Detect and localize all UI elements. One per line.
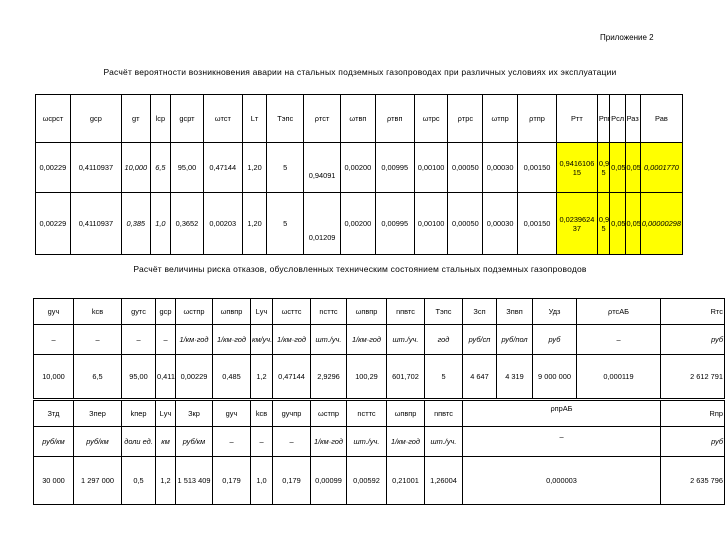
- unit-cell: –: [122, 325, 156, 355]
- table-cell: 0,05: [610, 193, 625, 255]
- table-cell: 0,00229: [36, 193, 71, 255]
- unit-cell: –: [273, 427, 311, 457]
- table-cell: 0,00000298: [640, 193, 682, 255]
- col-header: Зсп: [463, 299, 497, 325]
- unit-cell: км/уч.: [251, 325, 273, 355]
- repair-risk-table: [33, 400, 725, 505]
- table-cell: 0,00229: [36, 143, 71, 193]
- table-cell: 0,3652: [171, 193, 204, 255]
- unit-cell: руб/пол: [497, 325, 533, 355]
- table-cell: 0,00200: [340, 193, 375, 255]
- unit-cell: –: [34, 325, 74, 355]
- table-cell: 0,21001: [387, 457, 425, 505]
- col-header: nсттс: [311, 299, 347, 325]
- table-cell: 5: [267, 193, 304, 255]
- table-cell: 0,485: [213, 355, 251, 399]
- unit-cell: –: [251, 427, 273, 457]
- table-cell: 30 000: [34, 457, 74, 505]
- table-cell: 0,0001770: [640, 143, 682, 193]
- table-cell: 0,47144: [273, 355, 311, 399]
- col-header: ρтвп: [375, 95, 414, 143]
- table-cell: 0,385: [121, 193, 150, 255]
- unit-cell: 1/км·год: [273, 325, 311, 355]
- table-cell: 0,00200: [340, 143, 375, 193]
- table-cell: 0,9 5: [597, 143, 609, 193]
- table-cell: 0,00150: [518, 193, 557, 255]
- unit-cell-text: –: [559, 432, 564, 441]
- table-cell: 1,26004: [425, 457, 463, 505]
- unit-cell: руб/км: [74, 427, 122, 457]
- col-header: gт: [121, 95, 150, 143]
- table-cell: 0,000003: [463, 457, 661, 505]
- table-cell: [304, 143, 341, 193]
- unit-cell: км: [156, 427, 176, 457]
- col-header: Lуч: [156, 401, 176, 427]
- table-cell: 0,00050: [448, 143, 483, 193]
- table-cell-text: 0,01209: [308, 233, 336, 242]
- unit-cell: руб/км: [176, 427, 213, 457]
- col-header: gуч: [213, 401, 251, 427]
- table-cell: 4 319: [497, 355, 533, 399]
- table2-title: Расчёт величины риска отказов, обусловленных техническим состоянием стальных подземных газопроводов: [133, 264, 587, 274]
- table-cell: 0,179: [273, 457, 311, 505]
- col-header: Зтд: [34, 401, 74, 427]
- table-cell: 1 513 409: [176, 457, 213, 505]
- unit-cell: –: [213, 427, 251, 457]
- table-cell: 0,00150: [518, 143, 557, 193]
- col-header-text: ρпрАБ: [550, 404, 573, 413]
- col-header: kпер: [122, 401, 156, 427]
- table-cell: 1,0: [150, 193, 170, 255]
- unit-cell: шт./уч.: [311, 325, 347, 355]
- col-header: Рав: [640, 95, 682, 143]
- col-header: kсв: [251, 401, 273, 427]
- table2-units-row: [34, 325, 725, 355]
- table-cell: 10,000: [34, 355, 74, 399]
- table3-header-row: [34, 401, 725, 427]
- table-row: [36, 193, 683, 255]
- unit-cell: руб/сп: [463, 325, 497, 355]
- col-header: Раз: [625, 95, 640, 143]
- table-cell: 0,00229: [176, 355, 213, 399]
- unit-cell: 1/км·год: [311, 427, 347, 457]
- col-header: Рпг: [597, 95, 609, 143]
- col-header: ρтрс: [448, 95, 483, 143]
- table-cell: 0,00030: [483, 143, 518, 193]
- col-header: ωтрс: [414, 95, 448, 143]
- col-header: ρтпр: [518, 95, 557, 143]
- table-cell: 0,411: [156, 355, 176, 399]
- col-header: nпвтс: [425, 401, 463, 427]
- unit-cell: –: [156, 325, 176, 355]
- col-header: lср: [150, 95, 170, 143]
- col-header: Lуч: [251, 299, 273, 325]
- table-cell: 0,00099: [311, 457, 347, 505]
- col-header: gуч: [34, 299, 74, 325]
- table-cell: 1 297 000: [74, 457, 122, 505]
- table-cell: 5: [267, 143, 304, 193]
- col-header: gучпр: [273, 401, 311, 427]
- table-cell: 100,29: [347, 355, 387, 399]
- unit-cell: шт./уч.: [425, 427, 463, 457]
- table-cell: 5: [425, 355, 463, 399]
- unit-cell: руб/км: [34, 427, 74, 457]
- unit-cell: руб: [661, 325, 725, 355]
- col-header: ωстпр: [311, 401, 347, 427]
- unit-cell: –: [74, 325, 122, 355]
- table-cell: 0,05: [625, 193, 640, 255]
- table-cell: 0,4110937: [70, 143, 121, 193]
- table1-header-row: [36, 95, 683, 143]
- table-cell: 1,2: [156, 457, 176, 505]
- col-header: nпвтс: [387, 299, 425, 325]
- table-cell: 6,5: [74, 355, 122, 399]
- col-header: ωсрст: [36, 95, 71, 143]
- table-cell: 0,00995: [375, 143, 414, 193]
- table-row: [34, 457, 725, 505]
- unit-cell: шт./уч.: [347, 427, 387, 457]
- table-cell: 0,179: [213, 457, 251, 505]
- table-cell: 0,47144: [203, 143, 242, 193]
- table-row: [34, 355, 725, 399]
- col-header: gср: [156, 299, 176, 325]
- table-cell: 9 000 000: [533, 355, 577, 399]
- table-cell: 6,5: [150, 143, 170, 193]
- col-header: ρтст: [304, 95, 341, 143]
- unit-cell: доли ед.: [122, 427, 156, 457]
- unit-cell: 1/км·год: [347, 325, 387, 355]
- table-cell: 0,000119: [577, 355, 661, 399]
- col-header: Тэпс: [425, 299, 463, 325]
- table-cell-text: 0,94091: [308, 171, 336, 180]
- table-cell: 0,4110937: [70, 193, 121, 255]
- unit-cell: год: [425, 325, 463, 355]
- appendix-label: Приложение 2: [600, 33, 654, 42]
- table-cell: 2 612 791: [661, 355, 725, 399]
- col-header: ρтсАБ: [577, 299, 661, 325]
- table-cell: 0,9 5: [597, 193, 609, 255]
- unit-cell: [463, 427, 661, 457]
- technical-risk-table: [33, 298, 725, 399]
- table-cell: 1,20: [242, 193, 267, 255]
- unit-cell: руб: [661, 427, 725, 457]
- table-cell: 2,9296: [311, 355, 347, 399]
- col-header: nсттс: [347, 401, 387, 427]
- col-header: Удз: [533, 299, 577, 325]
- unit-cell: шт./уч.: [387, 325, 425, 355]
- col-header: ωпвпр: [213, 299, 251, 325]
- table-cell: 0,00592: [347, 457, 387, 505]
- col-header: Тэпс: [267, 95, 304, 143]
- col-header: ωстпр: [176, 299, 213, 325]
- table1-title: Расчёт вероятности возникновения аварии на стальных подземных газопроводах при различных условиях их эксплуатации: [103, 67, 617, 77]
- unit-cell: 1/км·год: [176, 325, 213, 355]
- col-header: Зпвп: [497, 299, 533, 325]
- col-header: Rтс: [661, 299, 725, 325]
- unit-cell: –: [577, 325, 661, 355]
- col-header: ωтвп: [340, 95, 375, 143]
- unit-cell: 1/км·год: [213, 325, 251, 355]
- table-cell: [304, 193, 341, 255]
- col-header: Ртт: [556, 95, 597, 143]
- table-cell: 2 635 796: [661, 457, 725, 505]
- table-cell: 95,00: [122, 355, 156, 399]
- table-cell: 0,00995: [375, 193, 414, 255]
- col-header: gсрт: [171, 95, 204, 143]
- table-cell: 0,00100: [414, 193, 448, 255]
- table-cell: 10,000: [121, 143, 150, 193]
- col-header: ωсттс: [273, 299, 311, 325]
- table-cell: 0,9416106 15: [556, 143, 597, 193]
- table-cell: 1,20: [242, 143, 267, 193]
- col-header: gср: [70, 95, 121, 143]
- probability-table: [35, 94, 683, 255]
- col-header: [463, 401, 661, 427]
- table-cell: 0,00030: [483, 193, 518, 255]
- table-cell: 4 647: [463, 355, 497, 399]
- unit-cell: руб: [533, 325, 577, 355]
- table-cell: 0,05: [610, 143, 625, 193]
- col-header: ωтпр: [483, 95, 518, 143]
- table-cell: 1,0: [251, 457, 273, 505]
- col-header: Зпер: [74, 401, 122, 427]
- col-header: gутс: [122, 299, 156, 325]
- table-cell: 0,0239624 37: [556, 193, 597, 255]
- table-cell: 95,00: [171, 143, 204, 193]
- col-header: Зкр: [176, 401, 213, 427]
- table3-units-row: [34, 427, 725, 457]
- table-cell: 0,00203: [203, 193, 242, 255]
- col-header: ωпвпр: [387, 401, 425, 427]
- unit-cell: 1/км·год: [387, 427, 425, 457]
- table-cell: 0,00050: [448, 193, 483, 255]
- col-header: Rпр: [661, 401, 725, 427]
- table-cell: 0,05: [625, 143, 640, 193]
- table-cell: 601,702: [387, 355, 425, 399]
- table-cell: 1,2: [251, 355, 273, 399]
- col-header: Рсл: [610, 95, 625, 143]
- table2-header-row: [34, 299, 725, 325]
- table-cell: 0,00100: [414, 143, 448, 193]
- col-header: kсв: [74, 299, 122, 325]
- col-header: Lт: [242, 95, 267, 143]
- col-header: ωтст: [203, 95, 242, 143]
- table-row: [36, 143, 683, 193]
- col-header: ωпвпр: [347, 299, 387, 325]
- table-cell: 0,5: [122, 457, 156, 505]
